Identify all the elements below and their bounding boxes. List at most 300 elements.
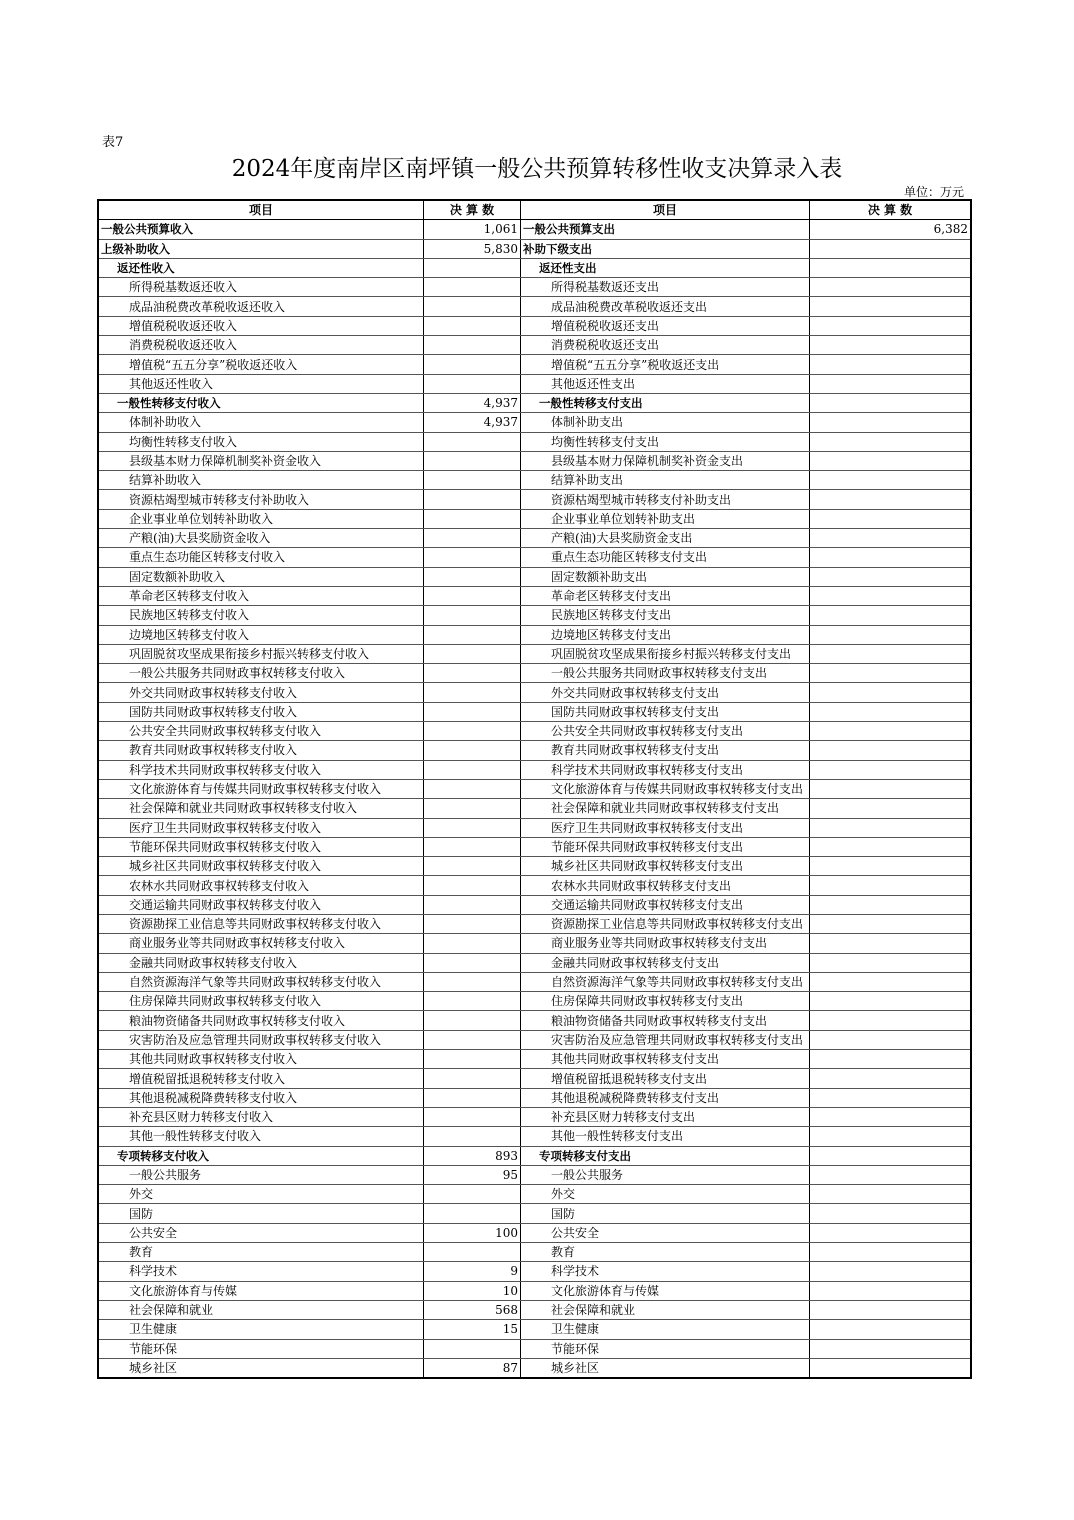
expense-amount bbox=[810, 336, 972, 355]
income-amount bbox=[424, 529, 521, 548]
expense-item: 金融共同财政事权转移支付支出 bbox=[521, 953, 810, 972]
expense-amount bbox=[810, 818, 972, 837]
income-amount bbox=[424, 1069, 521, 1088]
table-row bbox=[98, 567, 971, 586]
income-item: 商业服务业等共同财政事权转移支付收入 bbox=[98, 934, 424, 953]
income-amount bbox=[424, 1107, 521, 1126]
income-item: 医疗卫生共同财政事权转移支付收入 bbox=[98, 818, 424, 837]
income-item: 县级基本财力保障机制奖补资金收入 bbox=[98, 451, 424, 470]
table-row bbox=[98, 1262, 971, 1281]
expense-amount bbox=[810, 953, 972, 972]
table-row bbox=[98, 529, 971, 548]
income-item: 其他一般性转移支付收入 bbox=[98, 1127, 424, 1146]
income-item: 革命老区转移支付收入 bbox=[98, 586, 424, 605]
expense-amount bbox=[810, 471, 972, 490]
table-row bbox=[98, 374, 971, 393]
table-row bbox=[98, 1069, 971, 1088]
expense-amount bbox=[810, 625, 972, 644]
expense-amount bbox=[810, 914, 972, 933]
income-amount bbox=[424, 258, 521, 277]
expense-amount bbox=[810, 1011, 972, 1030]
expense-amount bbox=[810, 1127, 972, 1146]
table-row bbox=[98, 355, 971, 374]
expense-item: 教育 bbox=[521, 1243, 810, 1262]
expense-item: 城乡社区 bbox=[521, 1358, 810, 1378]
income-amount bbox=[424, 895, 521, 914]
table-row bbox=[98, 413, 971, 432]
income-amount bbox=[424, 799, 521, 818]
header-expense-amount: 决 算 数 bbox=[810, 200, 972, 220]
expense-item: 企业事业单位划转补助支出 bbox=[521, 509, 810, 528]
income-item: 自然资源海洋气象等共同财政事权转移支付收入 bbox=[98, 972, 424, 991]
expense-amount bbox=[810, 876, 972, 895]
table-row bbox=[98, 336, 971, 355]
table-row bbox=[98, 664, 971, 683]
income-item: 增值税税收返还收入 bbox=[98, 316, 424, 335]
expense-amount bbox=[810, 586, 972, 605]
income-amount bbox=[424, 1050, 521, 1069]
income-item: 粮油物资储备共同财政事权转移支付收入 bbox=[98, 1011, 424, 1030]
income-amount bbox=[424, 432, 521, 451]
table-row bbox=[98, 644, 971, 663]
income-amount: 100 bbox=[424, 1223, 521, 1242]
expense-item: 消费税税收返还支出 bbox=[521, 336, 810, 355]
income-amount: 15 bbox=[424, 1320, 521, 1339]
income-item: 金融共同财政事权转移支付收入 bbox=[98, 953, 424, 972]
income-item: 所得税基数返还收入 bbox=[98, 278, 424, 297]
table-row bbox=[98, 1088, 971, 1107]
table-row bbox=[98, 972, 971, 991]
expense-item: 教育共同财政事权转移支付支出 bbox=[521, 741, 810, 760]
expense-amount bbox=[810, 664, 972, 683]
income-amount bbox=[424, 1127, 521, 1146]
expense-amount bbox=[810, 451, 972, 470]
income-item: 专项转移支付收入 bbox=[98, 1146, 424, 1165]
income-amount bbox=[424, 548, 521, 567]
expense-item: 其他共同财政事权转移支付支出 bbox=[521, 1050, 810, 1069]
expense-amount bbox=[810, 760, 972, 779]
table-row bbox=[98, 606, 971, 625]
expense-item: 其他退税减税降费转移支付支出 bbox=[521, 1088, 810, 1107]
expense-amount bbox=[810, 1262, 972, 1281]
income-amount bbox=[424, 606, 521, 625]
income-item: 均衡性转移支付收入 bbox=[98, 432, 424, 451]
expense-amount bbox=[810, 992, 972, 1011]
expense-item: 农林水共同财政事权转移支付支出 bbox=[521, 876, 810, 895]
expense-item: 商业服务业等共同财政事权转移支付支出 bbox=[521, 934, 810, 953]
income-amount: 4,937 bbox=[424, 413, 521, 432]
expense-amount bbox=[810, 509, 972, 528]
expense-item: 产粮(油)大县奖励资金支出 bbox=[521, 529, 810, 548]
income-item: 社会保障和就业 bbox=[98, 1300, 424, 1319]
income-item: 一般公共服务共同财政事权转移支付收入 bbox=[98, 664, 424, 683]
expense-amount bbox=[810, 278, 972, 297]
expense-amount bbox=[810, 1320, 972, 1339]
income-amount bbox=[424, 451, 521, 470]
table-row bbox=[98, 837, 971, 856]
expense-amount bbox=[810, 683, 972, 702]
income-item: 灾害防治及应急管理共同财政事权转移支付收入 bbox=[98, 1030, 424, 1049]
income-item: 体制补助收入 bbox=[98, 413, 424, 432]
expense-item: 灾害防治及应急管理共同财政事权转移支付支出 bbox=[521, 1030, 810, 1049]
income-item: 教育 bbox=[98, 1243, 424, 1262]
table-row bbox=[98, 297, 971, 316]
income-amount: 9 bbox=[424, 1262, 521, 1281]
income-amount bbox=[424, 1030, 521, 1049]
income-amount bbox=[424, 1204, 521, 1223]
expense-item: 巩固脱贫攻坚成果衔接乡村振兴转移支付支出 bbox=[521, 644, 810, 663]
table-row bbox=[98, 1358, 971, 1378]
expense-amount bbox=[810, 548, 972, 567]
expense-amount bbox=[810, 393, 972, 412]
income-item: 其他共同财政事权转移支付收入 bbox=[98, 1050, 424, 1069]
table-row bbox=[98, 258, 971, 277]
income-amount bbox=[424, 972, 521, 991]
income-amount bbox=[424, 471, 521, 490]
expense-item: 增值税“五五分享”税收返还支出 bbox=[521, 355, 810, 374]
expense-item: 节能环保共同财政事权转移支付支出 bbox=[521, 837, 810, 856]
expense-item: 均衡性转移支付支出 bbox=[521, 432, 810, 451]
expense-item: 国防 bbox=[521, 1204, 810, 1223]
expense-item: 成品油税费改革税收返还支出 bbox=[521, 297, 810, 316]
income-amount bbox=[424, 567, 521, 586]
income-amount bbox=[424, 336, 521, 355]
income-item: 一般公共预算收入 bbox=[98, 220, 424, 239]
income-item: 资源枯竭型城市转移支付补助收入 bbox=[98, 490, 424, 509]
expense-item: 返还性支出 bbox=[521, 258, 810, 277]
income-amount bbox=[424, 297, 521, 316]
expense-amount bbox=[810, 895, 972, 914]
expense-item: 民族地区转移支付支出 bbox=[521, 606, 810, 625]
expense-item: 自然资源海洋气象等共同财政事权转移支付支出 bbox=[521, 972, 810, 991]
budget-table bbox=[97, 199, 972, 1379]
expense-item: 县级基本财力保障机制奖补资金支出 bbox=[521, 451, 810, 470]
expense-amount bbox=[810, 1050, 972, 1069]
income-amount bbox=[424, 722, 521, 741]
expense-item: 结算补助支出 bbox=[521, 471, 810, 490]
expense-item: 其他返还性支出 bbox=[521, 374, 810, 393]
income-amount bbox=[424, 818, 521, 837]
table-row bbox=[98, 471, 971, 490]
expense-amount bbox=[810, 258, 972, 277]
expense-item: 公共安全共同财政事权转移支付支出 bbox=[521, 722, 810, 741]
income-amount bbox=[424, 953, 521, 972]
table-row bbox=[98, 1030, 971, 1049]
income-item: 公共安全共同财政事权转移支付收入 bbox=[98, 722, 424, 741]
expense-item: 卫生健康 bbox=[521, 1320, 810, 1339]
income-item: 科学技术 bbox=[98, 1262, 424, 1281]
expense-amount bbox=[810, 702, 972, 721]
income-item: 节能环保共同财政事权转移支付收入 bbox=[98, 837, 424, 856]
table-row bbox=[98, 741, 971, 760]
income-item: 增值税“五五分享”税收返还收入 bbox=[98, 355, 424, 374]
income-amount bbox=[424, 644, 521, 663]
expense-amount bbox=[810, 1069, 972, 1088]
income-item: 国防共同财政事权转移支付收入 bbox=[98, 702, 424, 721]
income-item: 民族地区转移支付收入 bbox=[98, 606, 424, 625]
income-item: 固定数额补助收入 bbox=[98, 567, 424, 586]
expense-amount bbox=[810, 837, 972, 856]
income-amount: 893 bbox=[424, 1146, 521, 1165]
income-item: 交通运输共同财政事权转移支付收入 bbox=[98, 895, 424, 914]
table-row bbox=[98, 1127, 971, 1146]
income-amount bbox=[424, 509, 521, 528]
expense-amount bbox=[810, 779, 972, 798]
table-row bbox=[98, 451, 971, 470]
expense-amount bbox=[810, 1165, 972, 1184]
expense-amount bbox=[810, 857, 972, 876]
income-item: 国防 bbox=[98, 1204, 424, 1223]
expense-item: 重点生态功能区转移支付支出 bbox=[521, 548, 810, 567]
expense-item: 增值税留抵退税转移支付支出 bbox=[521, 1069, 810, 1088]
expense-item: 文化旅游体育与传媒共同财政事权转移支付支出 bbox=[521, 779, 810, 798]
expense-amount bbox=[810, 1088, 972, 1107]
income-item: 一般公共服务 bbox=[98, 1165, 424, 1184]
income-item: 其他返还性收入 bbox=[98, 374, 424, 393]
table-row bbox=[98, 1146, 971, 1165]
income-amount: 4,937 bbox=[424, 393, 521, 412]
expense-amount bbox=[810, 297, 972, 316]
income-item: 企业事业单位划转补助收入 bbox=[98, 509, 424, 528]
income-item: 文化旅游体育与传媒 bbox=[98, 1281, 424, 1300]
expense-amount bbox=[810, 567, 972, 586]
income-amount bbox=[424, 316, 521, 335]
expense-amount bbox=[810, 1358, 972, 1378]
income-amount: 1,061 bbox=[424, 220, 521, 239]
expense-amount bbox=[810, 1243, 972, 1262]
table-row bbox=[98, 1165, 971, 1184]
expense-amount bbox=[810, 490, 972, 509]
table-row bbox=[98, 393, 971, 412]
income-amount bbox=[424, 857, 521, 876]
income-amount bbox=[424, 741, 521, 760]
income-item: 城乡社区 bbox=[98, 1358, 424, 1378]
expense-item: 外交共同财政事权转移支付支出 bbox=[521, 683, 810, 702]
expense-item: 资源勘探工业信息等共同财政事权转移支付支出 bbox=[521, 914, 810, 933]
expense-amount bbox=[810, 606, 972, 625]
table-row bbox=[98, 1223, 971, 1242]
table-row bbox=[98, 1107, 971, 1126]
table-row bbox=[98, 934, 971, 953]
expense-item: 科学技术 bbox=[521, 1262, 810, 1281]
expense-item: 公共安全 bbox=[521, 1223, 810, 1242]
income-item: 社会保障和就业共同财政事权转移支付收入 bbox=[98, 799, 424, 818]
expense-item: 科学技术共同财政事权转移支付支出 bbox=[521, 760, 810, 779]
income-amount bbox=[424, 702, 521, 721]
table-row bbox=[98, 722, 971, 741]
expense-item: 社会保障和就业 bbox=[521, 1300, 810, 1319]
income-amount: 95 bbox=[424, 1165, 521, 1184]
income-amount bbox=[424, 1243, 521, 1262]
table-row bbox=[98, 1320, 971, 1339]
expense-amount bbox=[810, 1281, 972, 1300]
table-row bbox=[98, 992, 971, 1011]
income-amount bbox=[424, 779, 521, 798]
income-amount bbox=[424, 914, 521, 933]
expense-amount bbox=[810, 722, 972, 741]
income-amount bbox=[424, 490, 521, 509]
income-amount bbox=[424, 355, 521, 374]
expense-amount bbox=[810, 1300, 972, 1319]
table-row bbox=[98, 1300, 971, 1319]
table-row bbox=[98, 548, 971, 567]
header-expense-item: 项目 bbox=[521, 200, 810, 220]
expense-amount bbox=[810, 972, 972, 991]
expense-item: 国防共同财政事权转移支付支出 bbox=[521, 702, 810, 721]
income-amount bbox=[424, 1185, 521, 1204]
income-amount: 5,830 bbox=[424, 239, 521, 258]
expense-item: 社会保障和就业共同财政事权转移支付支出 bbox=[521, 799, 810, 818]
expense-amount: 6,382 bbox=[810, 220, 972, 239]
table-row bbox=[98, 1050, 971, 1069]
expense-item: 住房保障共同财政事权转移支付支出 bbox=[521, 992, 810, 1011]
table-row bbox=[98, 760, 971, 779]
expense-amount bbox=[810, 741, 972, 760]
table-row bbox=[98, 220, 971, 239]
expense-amount bbox=[810, 413, 972, 432]
table-row bbox=[98, 1243, 971, 1262]
income-item: 节能环保 bbox=[98, 1339, 424, 1358]
page-title: 2024年度南岸区南坪镇一般公共预算转移性收支决算录入表 bbox=[231, 156, 843, 182]
income-item: 结算补助收入 bbox=[98, 471, 424, 490]
income-item: 其他退税减税降费转移支付收入 bbox=[98, 1088, 424, 1107]
expense-item: 节能环保 bbox=[521, 1339, 810, 1358]
income-item: 卫生健康 bbox=[98, 1320, 424, 1339]
table-row bbox=[98, 509, 971, 528]
income-item: 产粮(油)大县奖励资金收入 bbox=[98, 529, 424, 548]
expense-amount bbox=[810, 316, 972, 335]
income-item: 文化旅游体育与传媒共同财政事权转移支付收入 bbox=[98, 779, 424, 798]
expense-item: 资源枯竭型城市转移支付补助支出 bbox=[521, 490, 810, 509]
table-row bbox=[98, 702, 971, 721]
income-item: 住房保障共同财政事权转移支付收入 bbox=[98, 992, 424, 1011]
income-amount bbox=[424, 1011, 521, 1030]
expense-amount bbox=[810, 355, 972, 374]
expense-amount bbox=[810, 432, 972, 451]
expense-item: 交通运输共同财政事权转移支付支出 bbox=[521, 895, 810, 914]
table-row bbox=[98, 779, 971, 798]
expense-amount bbox=[810, 1146, 972, 1165]
expense-item: 一般性转移支付支出 bbox=[521, 393, 810, 412]
income-amount bbox=[424, 664, 521, 683]
income-item: 公共安全 bbox=[98, 1223, 424, 1242]
income-amount: 10 bbox=[424, 1281, 521, 1300]
expense-amount bbox=[810, 374, 972, 393]
expense-item: 城乡社区共同财政事权转移支付支出 bbox=[521, 857, 810, 876]
expense-item: 增值税税收返还支出 bbox=[521, 316, 810, 335]
income-item: 巩固脱贫攻坚成果衔接乡村振兴转移支付收入 bbox=[98, 644, 424, 663]
expense-item: 补充县区财力转移支付支出 bbox=[521, 1107, 810, 1126]
table-row bbox=[98, 1204, 971, 1223]
income-amount bbox=[424, 876, 521, 895]
income-amount bbox=[424, 625, 521, 644]
table-row bbox=[98, 857, 971, 876]
income-amount bbox=[424, 992, 521, 1011]
income-item: 消费税税收返还收入 bbox=[98, 336, 424, 355]
expense-item: 边境地区转移支付支出 bbox=[521, 625, 810, 644]
income-item: 上级补助收入 bbox=[98, 239, 424, 258]
expense-amount bbox=[810, 934, 972, 953]
income-item: 成品油税费改革税收返还收入 bbox=[98, 297, 424, 316]
expense-item: 体制补助支出 bbox=[521, 413, 810, 432]
expense-amount bbox=[810, 1223, 972, 1242]
header-income-amount: 决 算 数 bbox=[424, 200, 521, 220]
income-amount bbox=[424, 1088, 521, 1107]
table-row bbox=[98, 876, 971, 895]
expense-amount bbox=[810, 644, 972, 663]
income-amount: 568 bbox=[424, 1300, 521, 1319]
expense-item: 固定数额补助支出 bbox=[521, 567, 810, 586]
table-header-row bbox=[98, 200, 971, 220]
expense-amount bbox=[810, 799, 972, 818]
income-amount: 87 bbox=[424, 1358, 521, 1378]
table-row bbox=[98, 1281, 971, 1300]
income-item: 农林水共同财政事权转移支付收入 bbox=[98, 876, 424, 895]
table-row bbox=[98, 683, 971, 702]
table-row bbox=[98, 1185, 971, 1204]
income-item: 补充县区财力转移支付收入 bbox=[98, 1107, 424, 1126]
income-item: 资源勘探工业信息等共同财政事权转移支付收入 bbox=[98, 914, 424, 933]
income-item: 增值税留抵退税转移支付收入 bbox=[98, 1069, 424, 1088]
expense-item: 文化旅游体育与传媒 bbox=[521, 1281, 810, 1300]
expense-item: 专项转移支付支出 bbox=[521, 1146, 810, 1165]
income-amount bbox=[424, 837, 521, 856]
income-item: 边境地区转移支付收入 bbox=[98, 625, 424, 644]
expense-item: 一般公共服务 bbox=[521, 1165, 810, 1184]
income-item: 城乡社区共同财政事权转移支付收入 bbox=[98, 857, 424, 876]
expense-item: 医疗卫生共同财政事权转移支付支出 bbox=[521, 818, 810, 837]
expense-amount bbox=[810, 239, 972, 258]
expense-amount bbox=[810, 1030, 972, 1049]
table-row bbox=[98, 586, 971, 605]
income-item: 返还性收入 bbox=[98, 258, 424, 277]
expense-amount bbox=[810, 1107, 972, 1126]
income-item: 科学技术共同财政事权转移支付收入 bbox=[98, 760, 424, 779]
table-row bbox=[98, 914, 971, 933]
expense-item: 革命老区转移支付支出 bbox=[521, 586, 810, 605]
table-row bbox=[98, 895, 971, 914]
table-row bbox=[98, 625, 971, 644]
income-item: 重点生态功能区转移支付收入 bbox=[98, 548, 424, 567]
table-number: 表7 bbox=[102, 135, 124, 150]
table-row bbox=[98, 239, 971, 258]
table-row bbox=[98, 490, 971, 509]
table-row bbox=[98, 278, 971, 297]
expense-item: 所得税基数返还支出 bbox=[521, 278, 810, 297]
expense-item: 补助下级支出 bbox=[521, 239, 810, 258]
income-amount bbox=[424, 934, 521, 953]
income-item: 外交 bbox=[98, 1185, 424, 1204]
header-income-item: 项目 bbox=[98, 200, 424, 220]
expense-item: 外交 bbox=[521, 1185, 810, 1204]
table-row bbox=[98, 1011, 971, 1030]
table-row bbox=[98, 953, 971, 972]
table-row bbox=[98, 1339, 971, 1358]
income-amount bbox=[424, 374, 521, 393]
expense-amount bbox=[810, 1204, 972, 1223]
table-row bbox=[98, 432, 971, 451]
expense-item: 粮油物资储备共同财政事权转移支付支出 bbox=[521, 1011, 810, 1030]
income-amount bbox=[424, 760, 521, 779]
income-item: 外交共同财政事权转移支付收入 bbox=[98, 683, 424, 702]
expense-item: 其他一般性转移支付支出 bbox=[521, 1127, 810, 1146]
table-row bbox=[98, 799, 971, 818]
table-row bbox=[98, 316, 971, 335]
income-item: 一般性转移支付收入 bbox=[98, 393, 424, 412]
income-amount bbox=[424, 1339, 521, 1358]
expense-amount bbox=[810, 529, 972, 548]
expense-item: 一般公共预算支出 bbox=[521, 220, 810, 239]
